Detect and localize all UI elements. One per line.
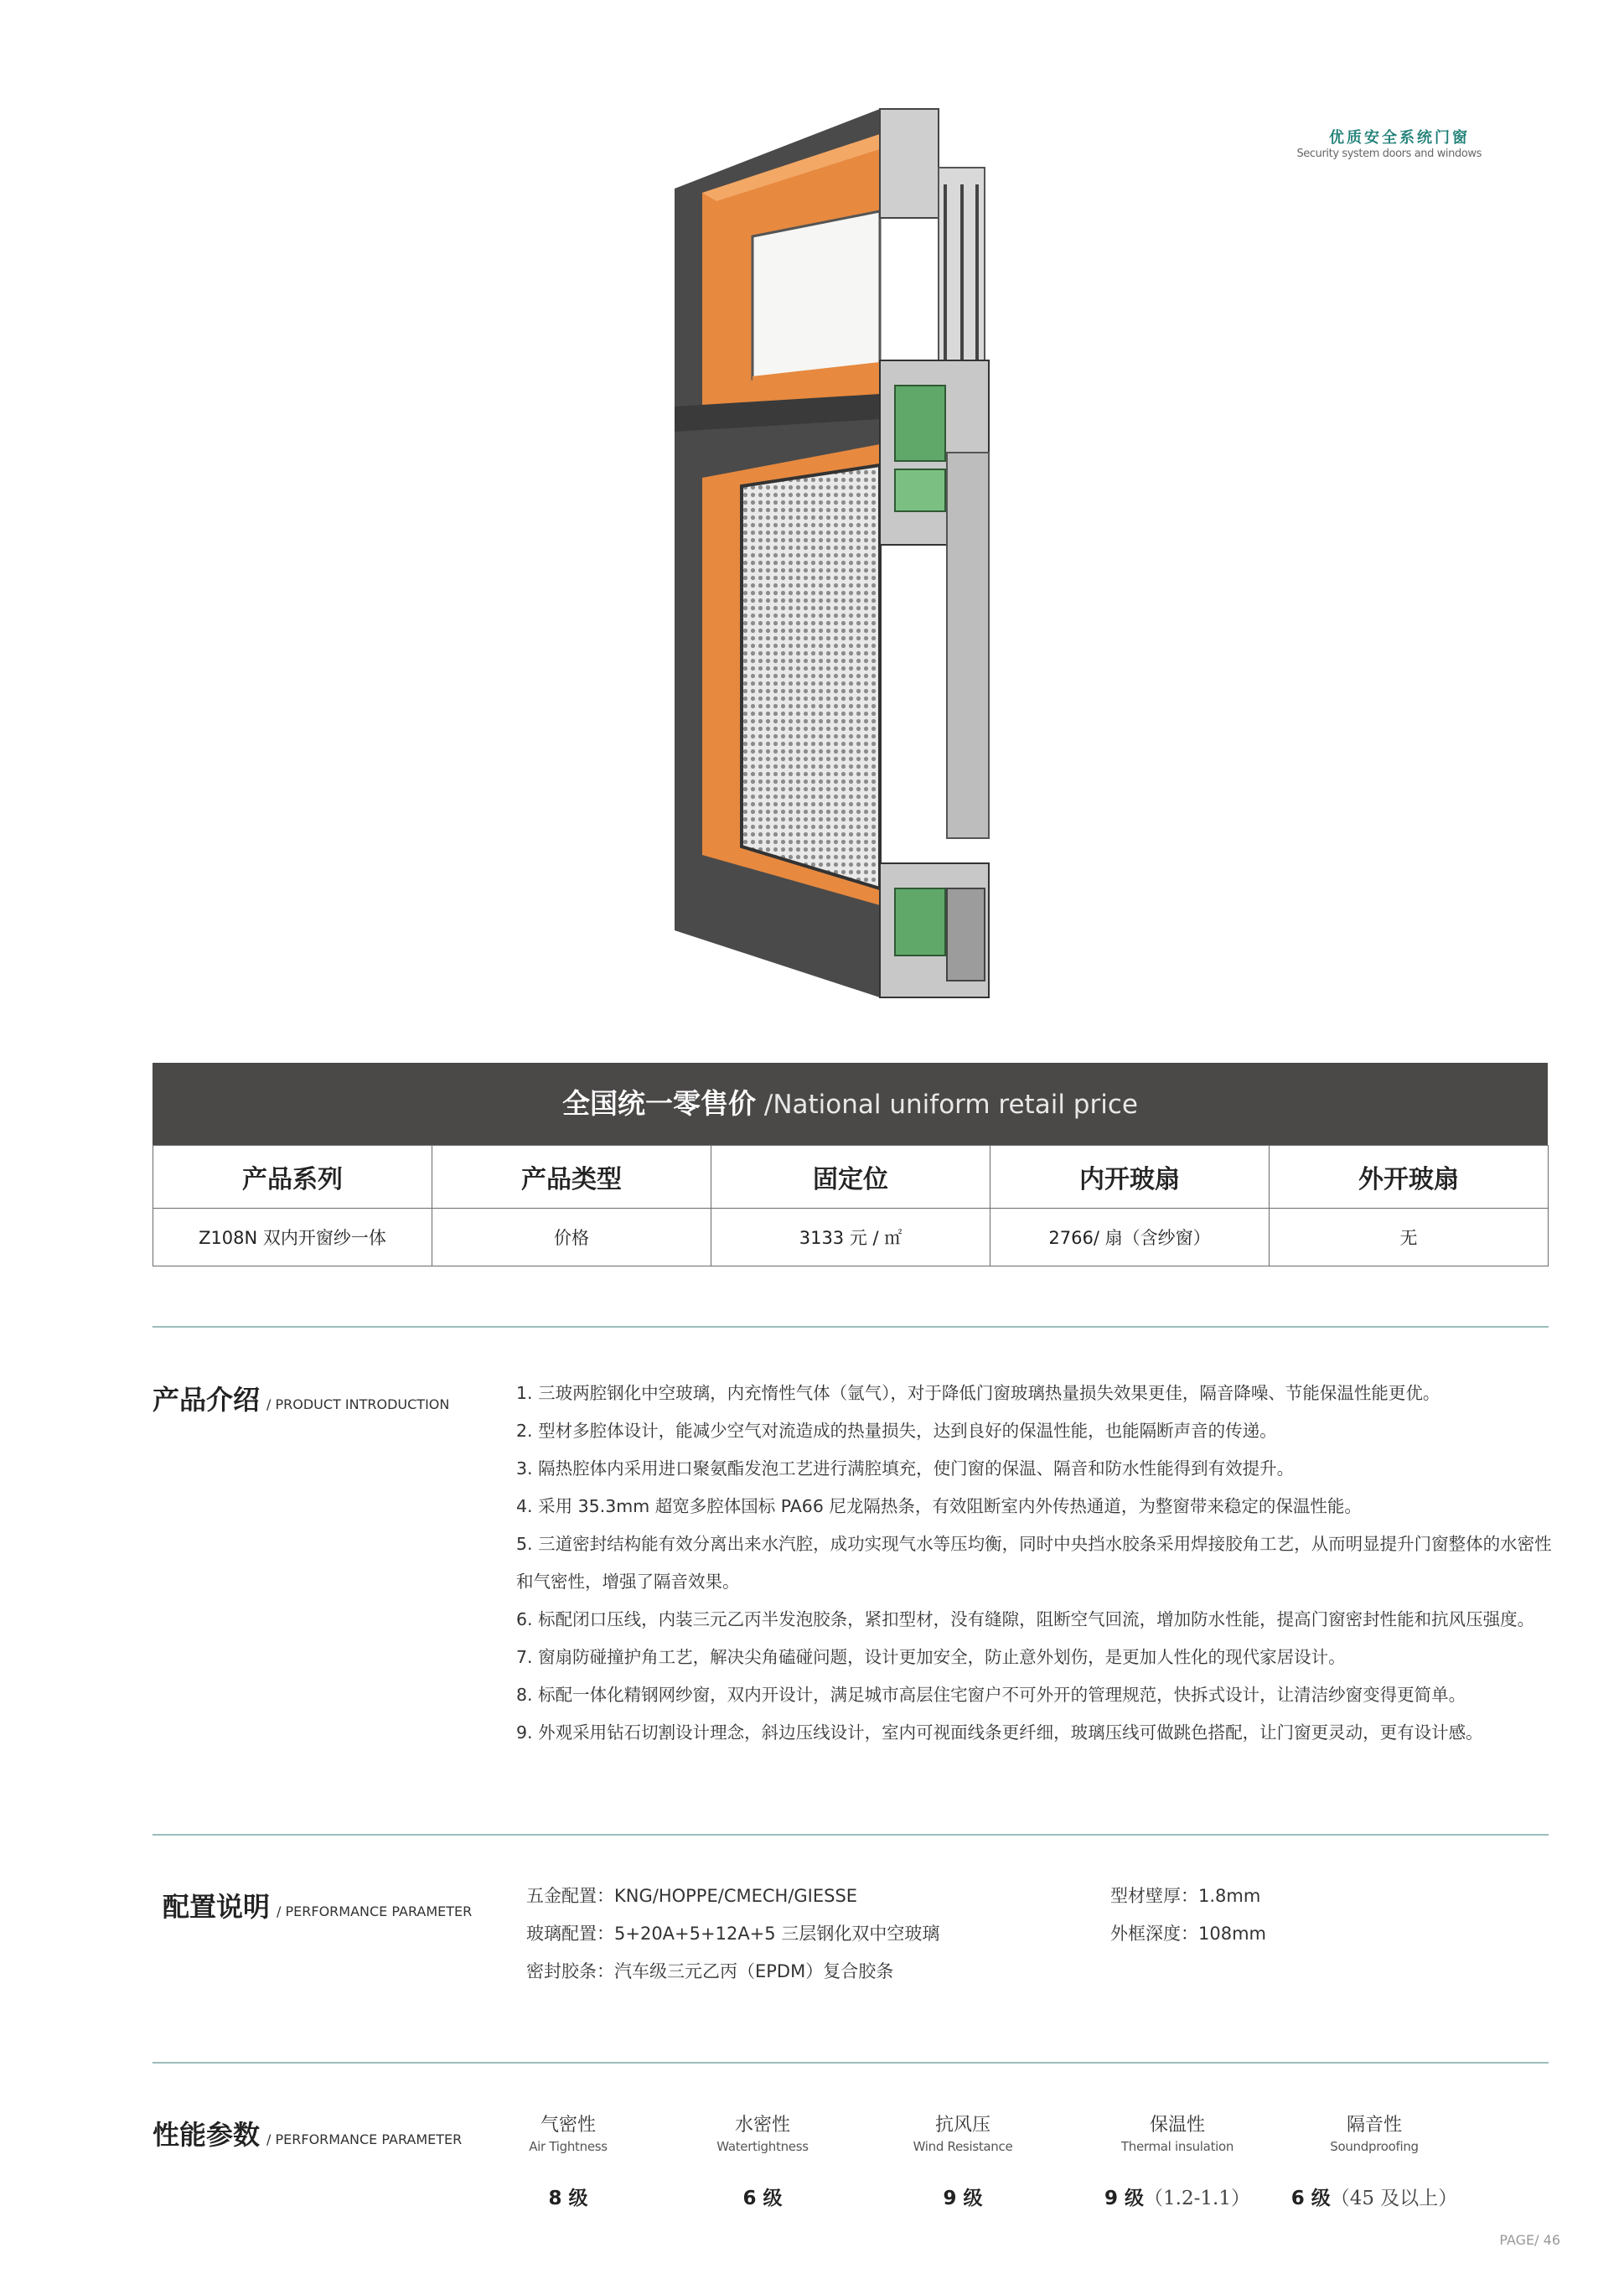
intro-title-en: / PRODUCT INTRODUCTION [266,1396,450,1412]
table-header: 产品系列 [153,1146,432,1209]
config-item: 型材壁厚：1.8mm [1110,1886,1261,1906]
list-item: 2. 型材多腔体设计，能减少空气对流造成的热量损失，达到良好的保温性能，也能隔断声音的传递。 [516,1421,1277,1441]
performance-grade: 6 级 [1290,2188,1331,2209]
divider [153,1834,1549,1836]
config-left-list [526,1877,939,1991]
table-header: 外开玻扇 [1270,1146,1549,1209]
performance-value [879,2183,1047,2210]
table-header: 产品类型 [432,1146,711,1209]
performance-label: 抗风压 [934,2115,990,2136]
performance-label: 水密性 [734,2115,790,2136]
list-item: 5. 三道密封结构能有效分离出来水汽腔，成功实现气水等压均衡，同时中央挡水胶条采用焊接胶角工艺，从而明显提升门窗整体的水密性和气密性，增强了隔音效果。 [516,1534,1552,1592]
config-item: 玻璃配置：5+20A+5+12A+5 三层钢化双中空玻璃 [526,1924,940,1944]
list-item: 9. 外观采用钻石切割设计理念，斜边压线设计，室内可视面线条更纤细，玻璃压线可做跳色搭配，让门窗更灵动，更有设计感。 [516,1722,1483,1743]
config-section-title [163,1886,472,1924]
performance-item-air [484,2110,652,2210]
config-title-en: / PERFORMANCE PARAMETER [277,1903,473,1919]
config-title-cn: 配置说明 [163,1891,271,1923]
performance-value [679,2183,846,2210]
performance-note: （45 及以上） [1330,2188,1458,2209]
table-cell: 无 [1270,1209,1549,1266]
performance-label-en: Air Tightness [529,2139,608,2154]
page-number: PAGE/ 46 [1499,2232,1560,2248]
performance-grade: 8 级 [548,2188,588,2209]
brand-subtitle: Security system doors and windows [1296,148,1482,160]
price-banner-subtitle: /National uniform retail price [756,1090,1138,1120]
performance-item-thermal [1089,2110,1265,2210]
list-item: 8. 标配一体化精钢网纱窗，双内开设计，满足城市高层住宅窗户不可外开的管理规范，快拆式设计，让清洁纱窗变得更简单。 [516,1685,1466,1705]
performance-label-en: Wind Resistance [913,2139,1013,2154]
performance-grade: 9 级 [1104,2188,1145,2209]
price-table [153,1145,1549,1266]
list-item: 6. 标配闭口压线，内装三元乙丙半发泡胶条，紧扣型材，没有缝隙，阻断空气回流，增加防水性能，提高门窗密封性能和抗风压强度。 [516,1609,1535,1629]
list-item: 4. 采用 35.3mm 超宽多腔体国标 PA66 尼龙隔热条，有效阻断室内外传热通道，为整窗带来稳定的保温性能。 [516,1496,1362,1516]
config-item: 外框深度：108mm [1110,1924,1266,1944]
table-cell: Z108N 双内开窗纱一体 [153,1209,432,1266]
table-cell: 2766/ 扇（含纱窗） [990,1209,1270,1266]
intro-title-cn: 产品介绍 [153,1384,261,1416]
performance-item-sound [1282,2110,1466,2210]
config-item: 密封胶条：汽车级三元乙丙（EPDM）复合胶条 [526,1961,894,1981]
performance-label-en: Watertightness [716,2139,809,2154]
performance-grade: 6 级 [742,2188,783,2209]
price-banner [153,1063,1548,1145]
performance-label-en: Thermal insulation [1120,2139,1234,2154]
table-row [153,1209,1549,1266]
divider [153,2062,1549,2064]
performance-section-title [153,2114,462,2152]
price-table-header-row [153,1146,1549,1209]
performance-value [484,2183,652,2210]
table-header: 固定位 [711,1146,990,1209]
performance-label: 保温性 [1149,2115,1205,2136]
performance-note: （1.2-1.1） [1144,2188,1250,2209]
list-item: 1. 三玻两腔钢化中空玻璃，内充惰性气体（氩气），对于降低门窗玻璃热量损失效果更佳，隔音降噪、节能保温性能更优。 [516,1383,1440,1403]
intro-section-title [153,1379,449,1417]
performance-label-en: Soundproofing [1330,2139,1419,2154]
table-header: 内开玻扇 [990,1146,1270,1209]
window-profile-illustration [628,84,1031,1006]
table-cell: 价格 [432,1209,711,1266]
performance-grade: 9 级 [943,2188,983,2209]
divider [153,1326,1549,1328]
price-banner-title: 全国统一零售价 [562,1087,757,1120]
config-right-list [1110,1877,1266,1953]
performance-title-en: / PERFORMANCE PARAMETER [266,2131,463,2147]
config-item: 五金配置：KNG/HOPPE/CMECH/GIESSE [526,1886,858,1906]
performance-item-water [679,2110,846,2210]
table-cell: 3133 元 / ㎡ [711,1209,990,1266]
performance-label: 隔音性 [1346,2115,1402,2136]
performance-item-wind [879,2110,1047,2210]
list-item: 3. 隔热腔体内采用进口聚氨酯发泡工艺进行满腔填充，使门窗的保温、隔音和防水性能得到有效提升。 [516,1458,1295,1479]
brand-title: 优质安全系统门窗 [1329,129,1470,147]
intro-list [516,1375,1555,1752]
performance-value [1282,2183,1466,2210]
list-item: 7. 窗扇防碰撞护角工艺，解决尖角磕碰问题，设计更加安全，防止意外划伤，是更加人性化的现代家居设计。 [516,1647,1346,1667]
performance-label: 气密性 [540,2115,596,2136]
performance-title-cn: 性能参数 [153,2119,261,2151]
performance-value [1089,2183,1265,2210]
